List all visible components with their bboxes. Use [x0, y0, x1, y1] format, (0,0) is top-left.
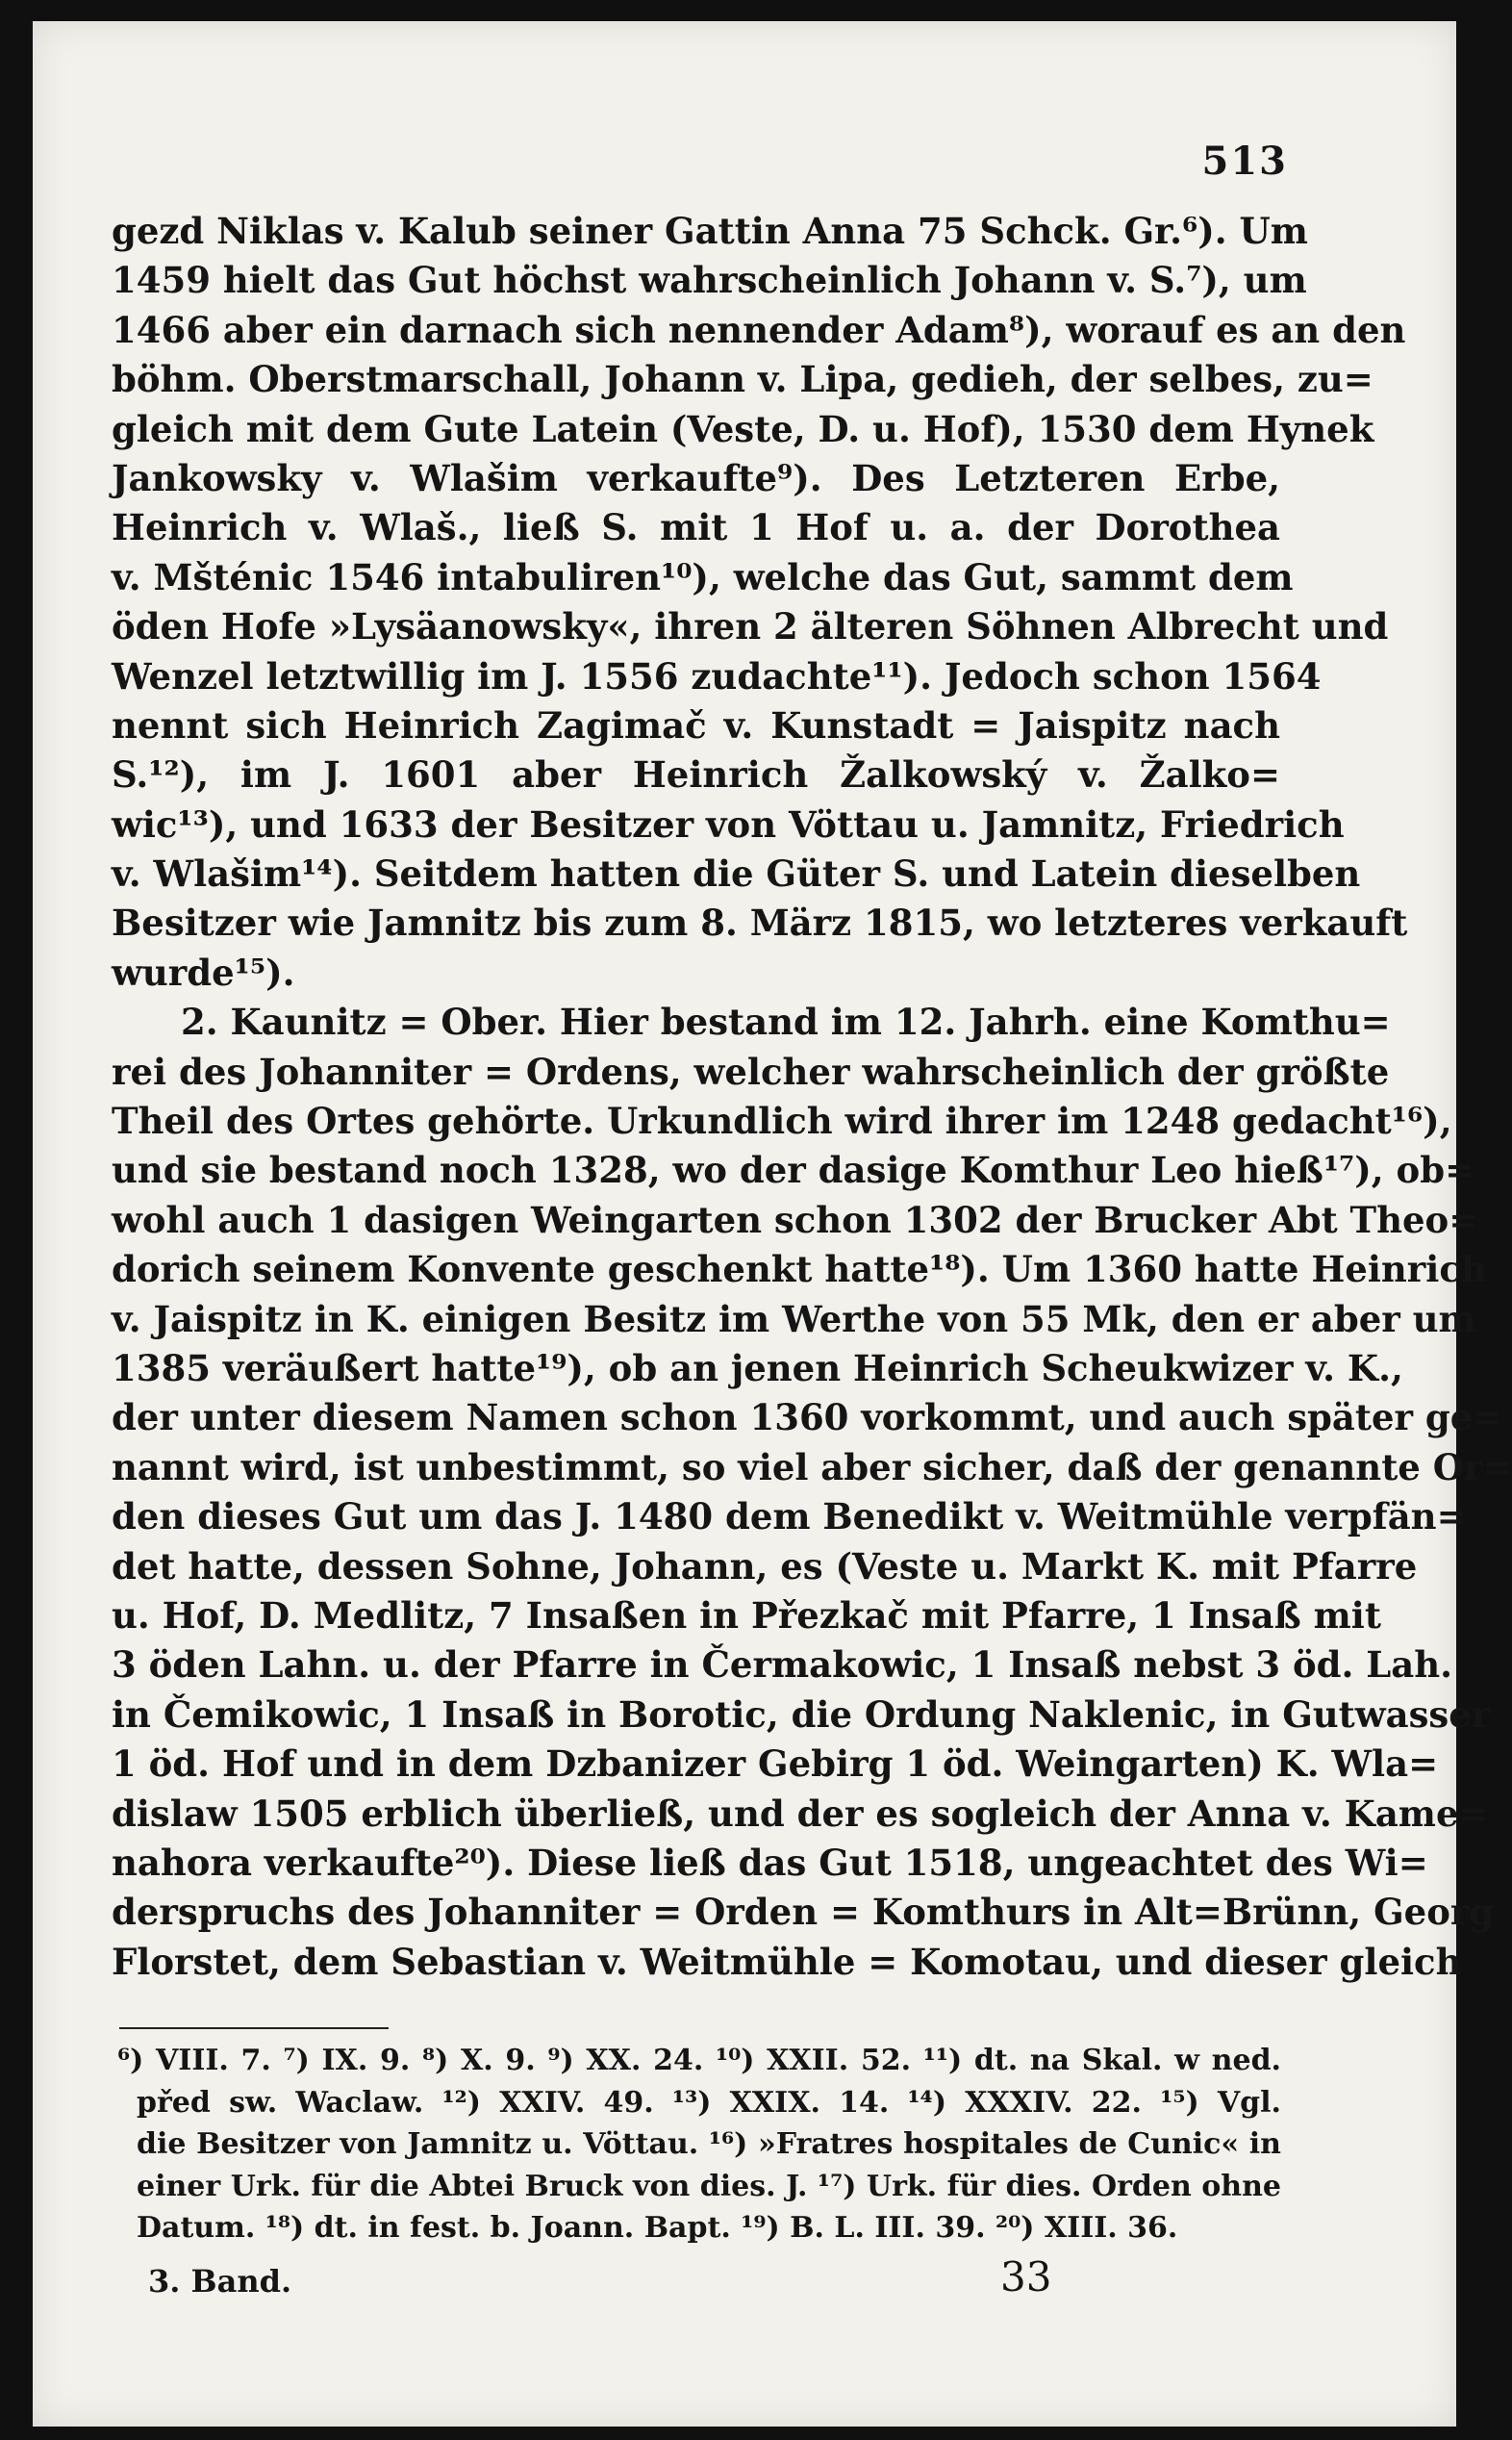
text-line: böhm. Oberstmarschall, Johann v. Lipa, gedieh, der selbes, zu=	[112, 358, 1373, 401]
footnote-line: před sw. Waclaw. ¹²) XXIV. 49. ¹³) XXIX. 14. ¹⁴) XXXIV. 22. ¹⁵) Vgl.	[137, 2085, 1281, 2120]
text-line: Jankowsky v. Wlašim verkaufte⁹). Des Letzteren Erbe,	[112, 456, 1280, 499]
text-line: nahora verkaufte²⁰). Diese ließ das Gut 1518, ungeachtet des Wi=	[112, 1841, 1428, 1884]
text-line: dislaw 1505 erblich überließ, und der es sogleich der Anna v. Kame=	[112, 1792, 1489, 1835]
text-line: 1459 hielt das Gut höchst wahrscheinlich Johann v. S.⁷), um	[112, 259, 1307, 302]
text-line: wohl auch 1 dasigen Weingarten schon 1302 der Brucker Abt Theo=	[112, 1198, 1479, 1241]
text-line: v. Mšténic 1546 intabuliren¹⁰), welche das Gut, sammt dem	[112, 555, 1294, 598]
volume-signature: 3. Band.	[148, 2263, 292, 2300]
text-line: Heinrich v. Wlaš., ließ S. mit 1 Hof u. a. der Dorothea	[112, 506, 1280, 549]
text-line: wic¹³), und 1633 der Besitzer von Vöttau u. Jamnitz, Friedrich	[112, 802, 1345, 846]
footnote-line: einer Urk. für die Abtei Bruck von dies. J. ¹⁷) Urk. für dies. Orden ohne	[137, 2169, 1281, 2203]
footnote-line: Datum. ¹⁸) dt. in fest. b. Joann. Bapt. ¹⁹) B. L. III. 39. ²⁰) XIII. 36.	[137, 2211, 1178, 2246]
text-line: nennt sich Heinrich Zagimač v. Kunstadt = Jaispitz nach	[112, 703, 1280, 747]
footnote-line: ⁶) VIII. 7. ⁷) IX. 9. ⁸) X. 9. ⁹) XX. 24. ¹⁰) XXII. 52. ¹¹) dt. na Skal. w ned.	[117, 2044, 1281, 2077]
footnote-line: die Besitzer von Jamnitz u. Vöttau. ¹⁶) »Fratres hospitales de Cunic« in	[137, 2127, 1281, 2162]
text-line: S.¹²), im J. 1601 aber Heinrich Žalkowský v. Žalko=	[112, 753, 1280, 797]
text-line: derspruchs des Johanniter = Orden = Komthurs in Alt=Brünn, Georg	[112, 1891, 1495, 1934]
text-line: det hatte, dessen Sohne, Johann, es (Veste u. Markt K. mit Pfarre	[112, 1544, 1418, 1588]
text-line: Theil des Ortes gehörte. Urkundlich wird ihrer im 1248 gedacht¹⁶),	[112, 1100, 1452, 1143]
sheet-number: 33	[1000, 2253, 1052, 2300]
text-line: Wenzel letztwillig im J. 1556 zudachte¹¹). Jedoch schon 1564	[112, 654, 1322, 698]
text-line: 1385 veräußert hatte¹⁹), ob an jenen Heinrich Scheukwizer v. K.,	[112, 1346, 1403, 1389]
text-line: und sie bestand noch 1328, wo der dasige Komthur Leo hieß¹⁷), ob=	[112, 1149, 1475, 1192]
text-line: 1466 aber ein darnach sich nennender Adam⁸), worauf es an den	[112, 308, 1406, 351]
text-line: gleich mit dem Gute Latein (Veste, D. u. Hof), 1530 dem Hynek	[112, 407, 1374, 450]
text-line: rei des Johanniter = Ordens, welcher wahrscheinlich der größte	[112, 1050, 1390, 1093]
main-text	[112, 207, 1512, 1987]
text-line: 1 öd. Hof und in dem Dzbanizer Gebirg 1 öd. Weingarten) K. Wla=	[112, 1742, 1439, 1786]
text-line: u. Hof, D. Medlitz, 7 Insaßen in Přezkač mit Pfarre, 1 Insaß mit	[112, 1593, 1381, 1637]
footnote-divider	[119, 2027, 389, 2029]
text-line: gezd Niklas v. Kalub seiner Gattin Anna 75 Schck. Gr.⁶). Um	[112, 210, 1308, 252]
book-page	[33, 21, 1512, 2427]
text-line: 3 öden Lahn. u. der Pfarre in Čermakowic, 1 Insaß nebst 3 öd. Lah.	[112, 1643, 1453, 1687]
page-number: 513	[1201, 139, 1288, 184]
text-line: wurde¹⁵).	[112, 951, 295, 994]
text-line: dorich seinem Konvente geschenkt hatte¹⁸). Um 1360 hatte Heinrich	[112, 1248, 1487, 1291]
text-line: v. Wlašim¹⁴). Seitdem hatten die Güter S. und Latein dieselben	[112, 852, 1361, 896]
text-line: nannt wird, ist unbestimmt, so viel aber sicher, daß der genannte Or=	[112, 1445, 1512, 1488]
text-line: in Čemikowic, 1 Insaß in Borotic, die Ordung Naklenic, in Gutwasser	[112, 1692, 1491, 1736]
text-line: öden Hofe »Lysäanowsky«, ihren 2 älteren Söhnen Albrecht und	[112, 605, 1389, 648]
text-line: v. Jaispitz in K. einigen Besitz im Werthe von 55 Mk, den er aber um	[112, 1297, 1476, 1340]
footnotes	[117, 2040, 1281, 2249]
text-line: Florstet, dem Sebastian v. Weitmühle = Komotau, und dieser gleich	[112, 1940, 1462, 1983]
text-line: der unter diesem Namen schon 1360 vorkommt, und auch später ge=	[112, 1396, 1503, 1439]
text-line: den dieses Gut um das J. 1480 dem Benedikt v. Weitmühle verpfän=	[112, 1495, 1467, 1538]
text-line: Besitzer wie Jamnitz bis zum 8. März 1815, wo letzteres verkauft	[112, 902, 1408, 945]
section-heading-line: 2. Kaunitz = Ober. Hier bestand im 12. Jahrh. eine Komthu=	[181, 1001, 1391, 1044]
